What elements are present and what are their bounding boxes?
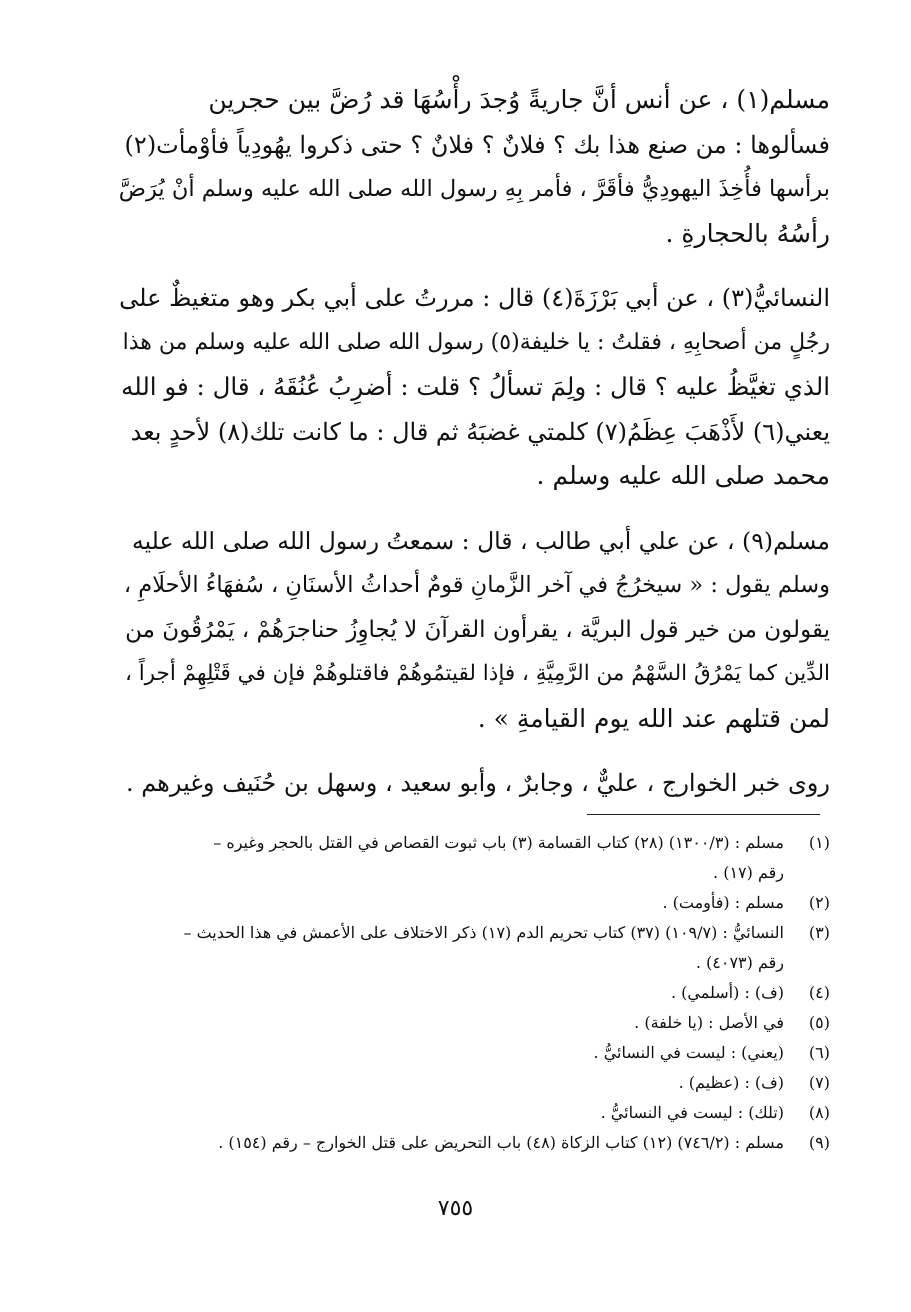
footnote-9	[108, 1128, 830, 1158]
text-line: محمد صلى الله عليه وسلم .	[536, 461, 830, 490]
footnote-text: مسلم : (فأومت) .	[662, 893, 784, 912]
footnote-number: (٧)	[808, 1073, 830, 1092]
text-line: يقولون من خير قول البريَّة ، يقرأون القرآنَ لا يُجاوِزُ حناجرَهُمْ ، يَمْرُقُونَ من	[125, 616, 830, 643]
footnote-text	[108, 828, 784, 888]
footnote-8	[108, 1098, 830, 1128]
text-line: لمن قتلهم عند الله يوم القيامةِ » .	[477, 703, 830, 733]
footnote-number: (٥)	[808, 1013, 830, 1032]
footnote-line: مسلم : (١٣٠٠/٣) (٢٨) كتاب القسامة (٣) باب ثبوت القصاص في القتل بالحجر وغيره –	[213, 833, 784, 852]
footnote-1	[108, 828, 830, 888]
footnote-line: النسائيُّ : (١٠٩/٧) (٣٧) كتاب تحريم الدم (١٧) ذكر الاختلاف على الأعمش في هذا الحديث –	[183, 923, 784, 942]
footnote-5	[108, 1008, 830, 1038]
footnote-text: في الأصل : (يا خلفة) .	[634, 1013, 784, 1032]
text-line: وسلم يقول : « سيخرُجُ في آخر الزَّمانِ قومٌ أحداثُ الأسنَانِ ، سُفهَاءُ الأحلَامِ ،	[123, 572, 830, 598]
paragraph-muslim-anas	[118, 78, 830, 256]
page-number: ٧٥٥	[437, 1196, 474, 1221]
footnote-number: (٦)	[808, 1043, 830, 1062]
text-line: روى خبر الخوارج ، عليٌّ ، وجابرٌ ، وأبو سعيد ، وسهل بن حُنَيف وغيرهم .	[125, 769, 830, 797]
text-line: مسلم(٩) ، عن علي أبي طالب ، قال : سمعتُ رسول الله صلى الله عليه	[131, 526, 830, 555]
text-line: مسلم(١) ، عن أنس أنَّ جاريةً وُجدَ رأْسُهَا قد رُضَّ بين حجرين	[208, 85, 830, 114]
text-line: الذي تغيَّظُ عليه ؟ قال : ولِمَ تسألُ ؟ قلت : أضرِبُ عُنُقَهُ ، قال : فو الله	[121, 372, 830, 401]
text-line: الدِّين كما يَمْرُقُ السَّهْمُ من الرَّمِيَّةِ ، فإذا لقيتمُوهُمْ فاقتلوهُمْ فإن في قَتْلِهِمْ أجراً ،	[124, 661, 830, 686]
footnote-number: (٤)	[808, 983, 830, 1002]
footnote-text: (تلك) : ليست في النسائيُّ .	[600, 1103, 784, 1122]
footnote-number: (٨)	[808, 1103, 830, 1122]
paragraph-khawarij-narrators	[118, 761, 830, 806]
footnote-7	[108, 1068, 830, 1098]
footnote-6	[108, 1038, 830, 1068]
footnote-text	[108, 918, 784, 978]
footnote-separator	[587, 814, 820, 815]
text-line: رجُلٍ من أصحابِهِ ، فقلتُ : يا خليفة(٥) رسول الله صلى الله عليه وسلم من هذا	[122, 329, 830, 355]
text-line: رأسُهُ بالحجارةِ .	[665, 218, 830, 248]
footnote-number: (٢)	[808, 893, 830, 912]
footnotes	[108, 828, 830, 1158]
text-line: برأسها فأُخِذَ اليهودِيُّ فأقَرَّ ، فأمر بِهِ رسول الله صلى الله عليه وسلم أنْ يُرَضَّ	[118, 176, 830, 202]
footnote-text: (ف) : (عظيم) .	[678, 1073, 784, 1092]
footnote-text: (يعني) : ليست في النسائيُّ .	[593, 1043, 784, 1062]
footnote-3	[108, 918, 830, 978]
text-line: يعني(٦) لأَذْهَبَ عِظَمُ(٧) كلمتي غضبَهُ ثم قال : ما كانت تلك(٨) لأحدٍ بعد	[130, 417, 830, 446]
footnote-number: (٣)	[808, 923, 830, 942]
paragraph-nasai-abu-barzah	[118, 276, 830, 499]
text-line: النسائيُّ(٣) ، عن أبي بَرْزَةَ(٤) قال : مررتُ على أبي بكر وهو متغيظٌ على	[119, 284, 830, 312]
text-line: فسألوها : من صنع هذا بك ؟ فلانٌ ؟ فلانٌ ؟ حتى ذكروا يهُودِياً فأوْمأت(٢)	[124, 130, 830, 159]
footnote-text: (ف) : (أسلمي) .	[670, 983, 784, 1002]
footnote-number: (١)	[808, 833, 830, 852]
footnote-text: مسلم : (٧٤٦/٢) (١٢) كتاب الزكاة (٤٨) باب التحريض على قتل الخوارج – رقم (١٥٤) .	[218, 1133, 784, 1152]
footnote-number: (٩)	[808, 1133, 830, 1152]
main-text	[118, 78, 830, 826]
paragraph-muslim-ali	[118, 519, 830, 742]
footnote-2	[108, 888, 830, 918]
footnote-continuation: رقم (٤٠٧٣) .	[695, 953, 784, 972]
footnote-4	[108, 978, 830, 1008]
footnote-continuation: رقم (١٧) .	[713, 863, 784, 882]
